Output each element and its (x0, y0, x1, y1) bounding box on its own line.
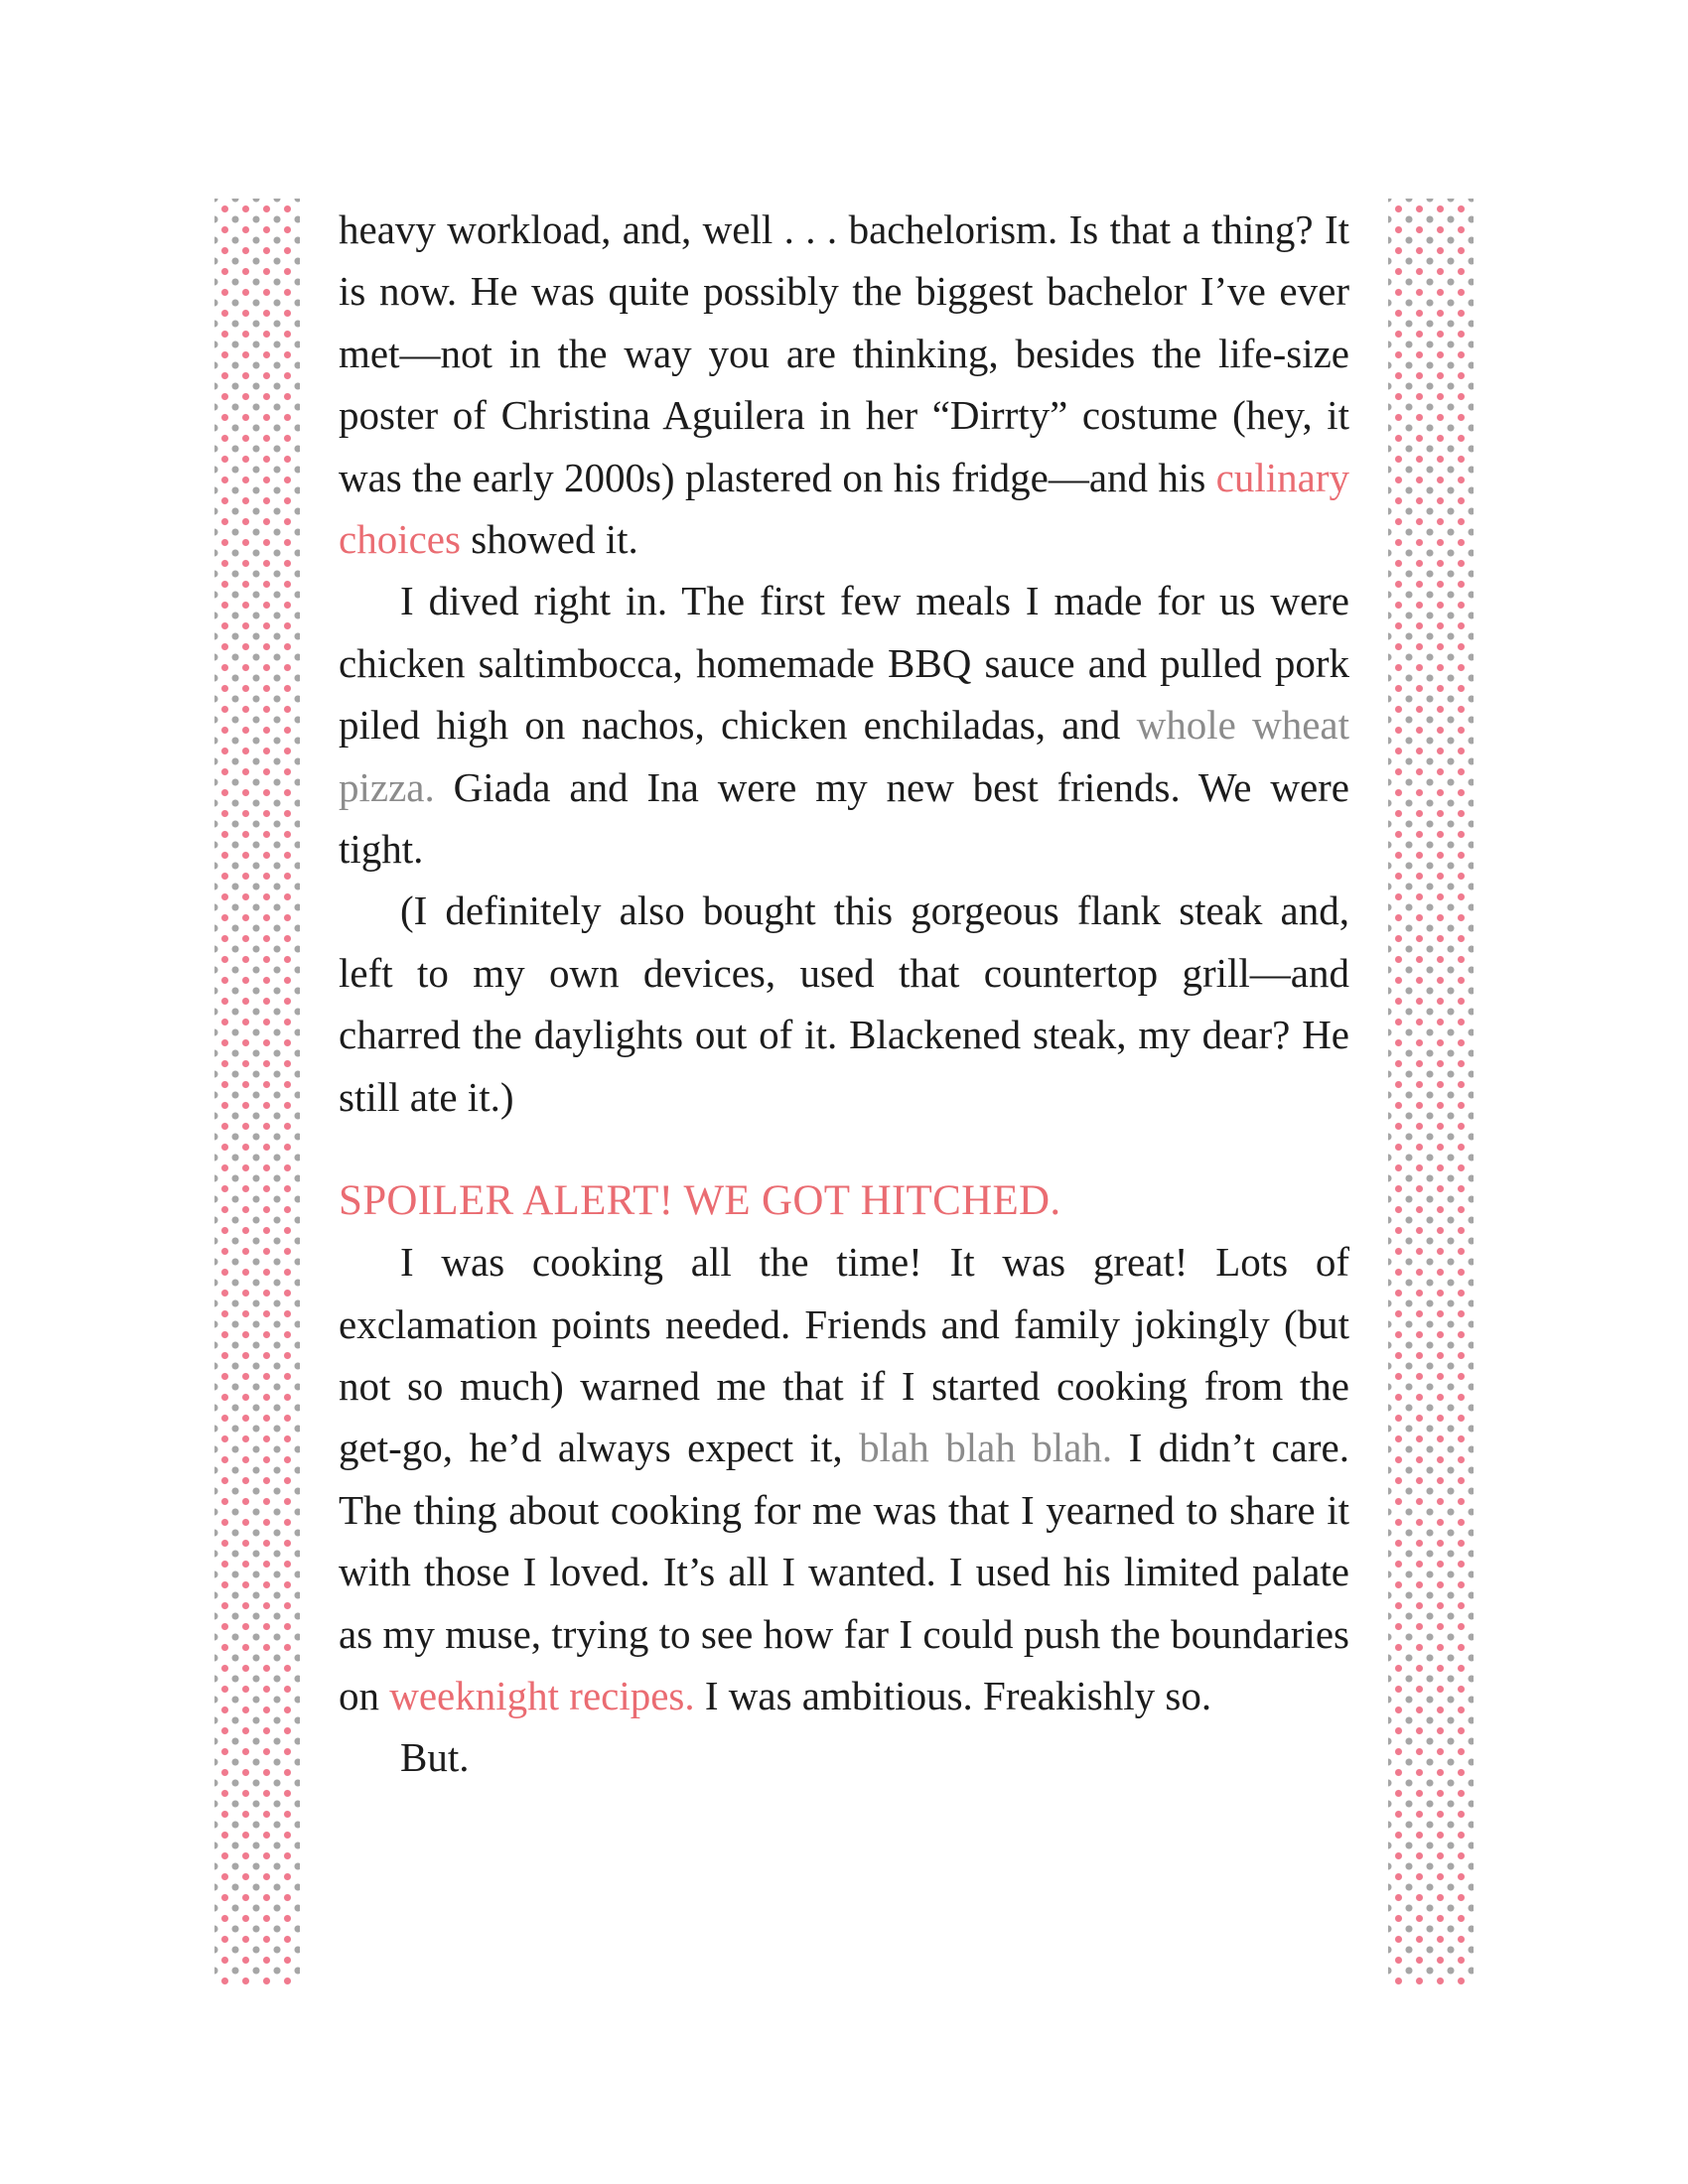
paragraph (339, 199, 1349, 570)
paragraph-text: heavy workload, and, well . . . bachelorism. Is that a thing? It is now. He was quite possibly the biggest bachelor I’ve ever met—not in the way you are thinking, besides the life-size poster of Christina Aguilera in her “Dirrty” costume (hey, it was the early 2000s) plastered on his fridge—and his (339, 206, 1349, 500)
page-body (339, 199, 1349, 1789)
polka-dot-border-left (214, 199, 300, 1985)
paragraph-text: I dived right in. The first few meals I made for us were chicken saltimbocca, homemade BBQ sauce and pulled pork piled high on nachos, chicken enchiladas, and (339, 578, 1349, 749)
section-heading: SPOILER ALERT! WE GOT HITCHED. (339, 1177, 1061, 1225)
paragraph-text: Giada and Ina were my new best friends. We were tight. (339, 763, 1349, 873)
paragraph (339, 1231, 1349, 1726)
paragraph-text: I didn’t care. The thing about cooking for me was that I yearned to share it with those I loved. It’s all I wanted. I used his limited palate as my muse, trying to see how far I could push the boundaries on (339, 1425, 1349, 1718)
paragraph-text: I was cooking all the time! It was great! Lots of exclamation points needed. Friends and family jokingly (but not so much) warned me that if I started cooking from the get-go, he’d always expect it, (339, 1239, 1349, 1471)
paragraph-text: (I definitely also bought this gorgeous flank steak and, left to my own devices, used that countertop grill—and charred the daylights out of it. Blackened steak, my dear? He still ate it.) (339, 887, 1349, 1120)
paragraph (339, 880, 1349, 1128)
whole-wheat-pizza-link[interactable]: whole wheat pizza. (339, 702, 1349, 810)
blah-blah-blah-link[interactable]: blah blah blah. (859, 1425, 1113, 1471)
paragraph-text: I was ambitious. Freakishly so. (694, 1672, 1212, 1718)
polka-dot-border-right (1388, 199, 1474, 1985)
culinary-choices-link[interactable]: culinary choices (339, 454, 1349, 563)
paragraph-text: showed it. (460, 516, 638, 563)
paragraph-text: But. (400, 1734, 470, 1781)
paragraph (339, 1726, 1349, 1788)
weeknight-recipes-link[interactable]: weeknight recipes. (389, 1672, 695, 1718)
paragraph (339, 570, 1349, 880)
